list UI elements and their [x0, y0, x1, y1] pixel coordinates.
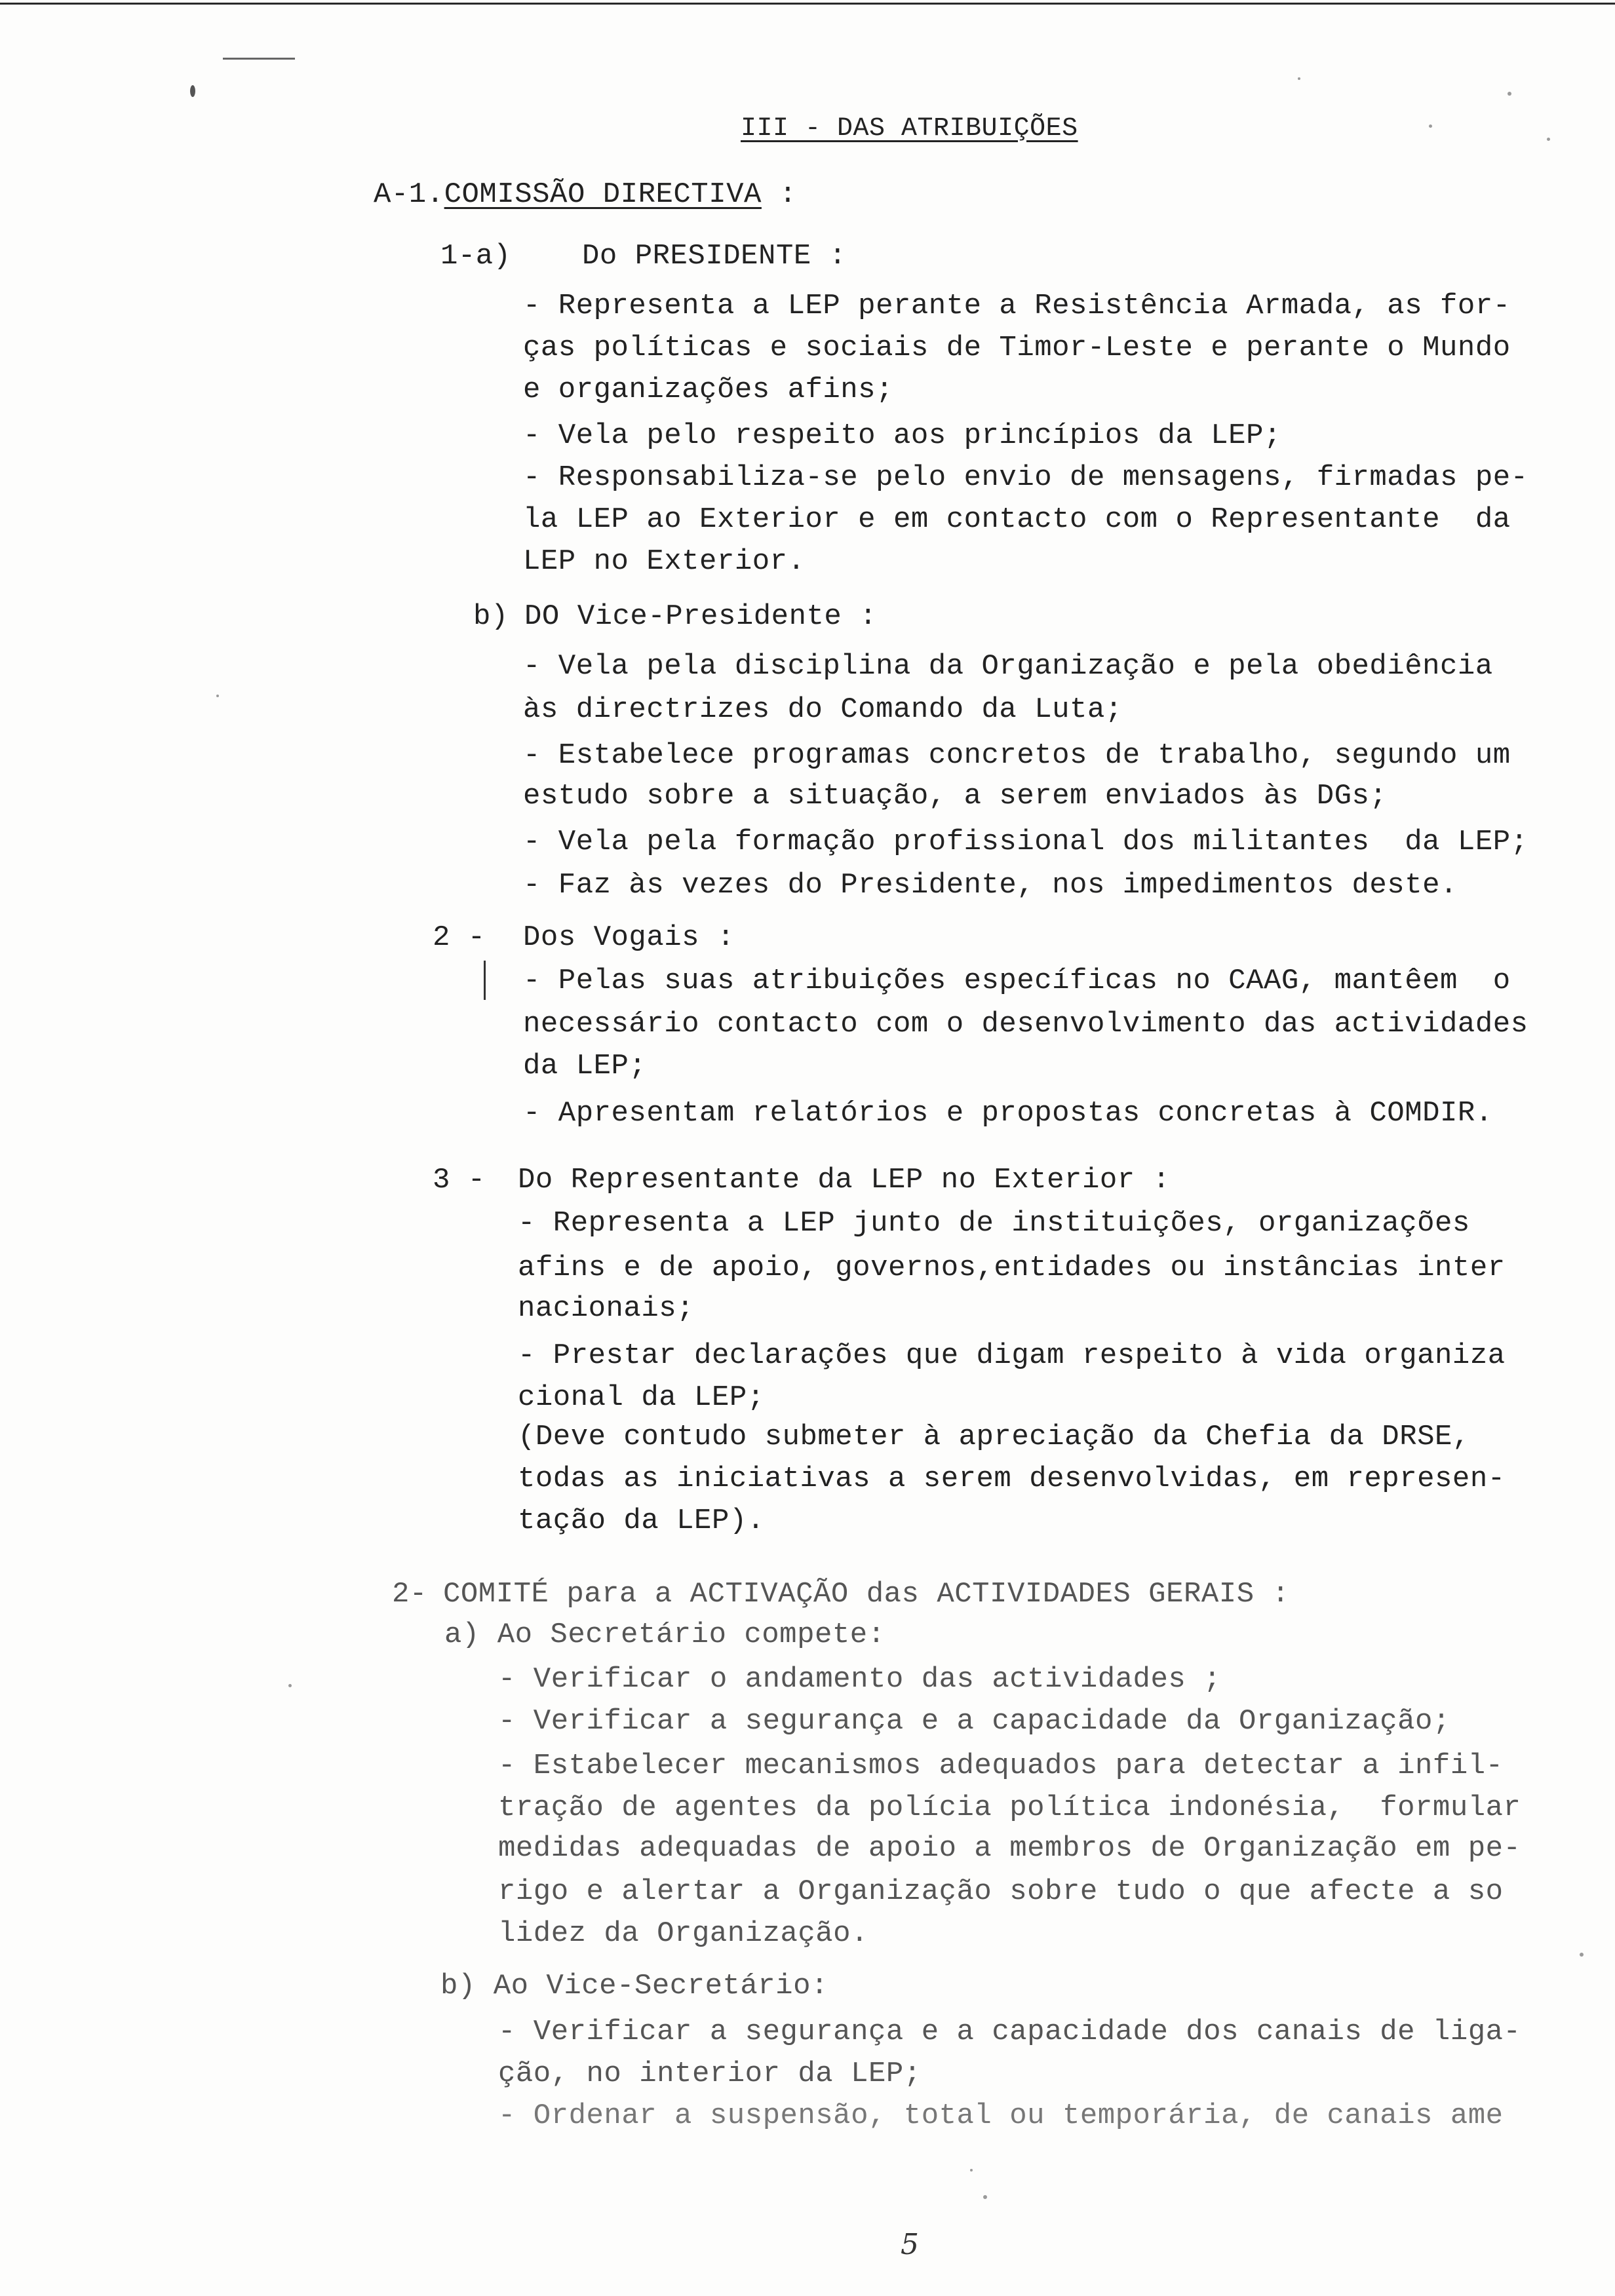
text-line: (Deve contudo submeter à apreciação da Chefia da DRSE,: [518, 1421, 1470, 1453]
item-heading: Do Representante da LEP no Exterior :: [518, 1164, 1171, 1196]
text-line: - Estabelecer mecanismos adequados para detectar a infil-: [498, 1750, 1504, 1782]
text-line: estudo sobre a situação, a serem enviados às DGs;: [523, 780, 1388, 813]
scan-speck: [216, 695, 219, 697]
scan-speck: [1429, 124, 1432, 128]
item-label: 1-a): [440, 240, 511, 273]
text-line: da LEP;: [523, 1050, 647, 1082]
item-label: 2-: [392, 1578, 427, 1611]
section-title: COMISSÃO DIRECTIVA: [444, 178, 762, 211]
text-line: todas as iniciativas a serem desenvolvidas, em represen-: [518, 1463, 1506, 1495]
scan-speck: [190, 85, 195, 97]
scan-speck: [970, 2169, 973, 2172]
item-heading: Dos Vogais :: [523, 921, 735, 954]
item-label: b): [473, 600, 509, 633]
text-line: - Vela pelo respeito aos princípios da LEP;: [523, 419, 1281, 452]
text-line: tração de agentes da polícia política indonésia, formular: [498, 1791, 1521, 1824]
text-line: - Representa a LEP perante a Resistência Armada, as for-: [523, 290, 1511, 322]
page-title: III - DAS ATRIBUIÇÕES: [741, 114, 1078, 144]
sub-heading: b) Ao Vice-Secretário:: [440, 1970, 828, 2002]
text-line: às directrizes do Comando da Luta;: [523, 693, 1123, 726]
item-heading: Do PRESIDENTE :: [582, 240, 847, 273]
section-heading: [374, 176, 797, 214]
text-line: - Responsabiliza-se pelo envio de mensagens, firmadas pe-: [523, 461, 1528, 494]
scan-speck: [1547, 138, 1550, 141]
text-line: nacionais;: [518, 1292, 695, 1325]
text-line: - Verificar o andamento das actividades ;: [498, 1663, 1222, 1696]
text-line: - Verificar a segurança e a capacidade dos canais de liga-: [498, 2016, 1521, 2048]
text-line: la LEP ao Exterior e em contacto com o Representante da: [523, 503, 1511, 536]
scan-speck: [983, 2195, 987, 2199]
text-line: - Verificar a segurança e a capacidade da Organização;: [498, 1705, 1450, 1738]
scan-speck: [1508, 92, 1511, 96]
section-number: A-1.: [374, 178, 444, 211]
scan-speck: [1298, 77, 1300, 80]
page-number: 5: [901, 2228, 919, 2261]
text-line: ças políticas e sociais de Timor-Leste e perante o Mundo: [523, 332, 1511, 364]
sub-heading: a) Ao Secretário compete:: [444, 1618, 885, 1651]
scan-speck: [223, 58, 295, 60]
text-line: e organizações afins;: [523, 373, 893, 406]
text-line: afins e de apoio, governos,entidades ou instâncias inter: [518, 1252, 1506, 1284]
text-line: tação da LEP).: [518, 1504, 765, 1537]
item-label: 3 -: [433, 1164, 486, 1196]
text-line: necessário contacto com o desenvolvimento das actividades: [523, 1008, 1528, 1041]
text-line: ção, no interior da LEP;: [498, 2057, 922, 2090]
text-line: - Ordenar a suspensão, total ou temporária, de canais ame: [498, 2099, 1504, 2132]
top-edge-rule: [0, 3, 1615, 5]
text-line: - Estabelece programas concretos de trabalho, segundo um: [523, 739, 1511, 772]
section-suffix: :: [761, 178, 797, 211]
text-line: - Apresentam relatórios e propostas concretas à COMDIR.: [523, 1097, 1493, 1130]
text-line: - Vela pela formação profissional dos militantes da LEP;: [523, 826, 1528, 858]
margin-mark: [484, 961, 486, 1000]
text-line: cional da LEP;: [518, 1381, 765, 1414]
text-line: - Representa a LEP junto de instituições, organizações: [518, 1207, 1470, 1240]
text-line: medidas adequadas de apoio a membros de Organização em pe-: [498, 1832, 1521, 1865]
text-line: - Faz às vezes do Presidente, nos impedimentos deste.: [523, 869, 1458, 902]
text-line: - Pelas suas atribuições específicas no CAAG, mantêem o: [523, 965, 1511, 997]
item-heading: DO Vice-Presidente :: [524, 600, 878, 633]
item-heading: COMITÉ para a ACTIVAÇÃO das ACTIVIDADES GERAIS :: [443, 1578, 1290, 1611]
scan-speck: [288, 1684, 292, 1687]
scan-speck: [1580, 1953, 1584, 1957]
item-label: 2 -: [433, 921, 486, 954]
text-line: rigo e alertar a Organização sobre tudo o que afecte a so: [498, 1875, 1504, 1908]
text-line: - Vela pela disciplina da Organização e pela obediência: [523, 650, 1493, 683]
text-line: - Prestar declarações que digam respeito à vida organiza: [518, 1339, 1506, 1372]
text-line: lidez da Organização.: [498, 1917, 868, 1950]
text-line: LEP no Exterior.: [523, 545, 806, 578]
